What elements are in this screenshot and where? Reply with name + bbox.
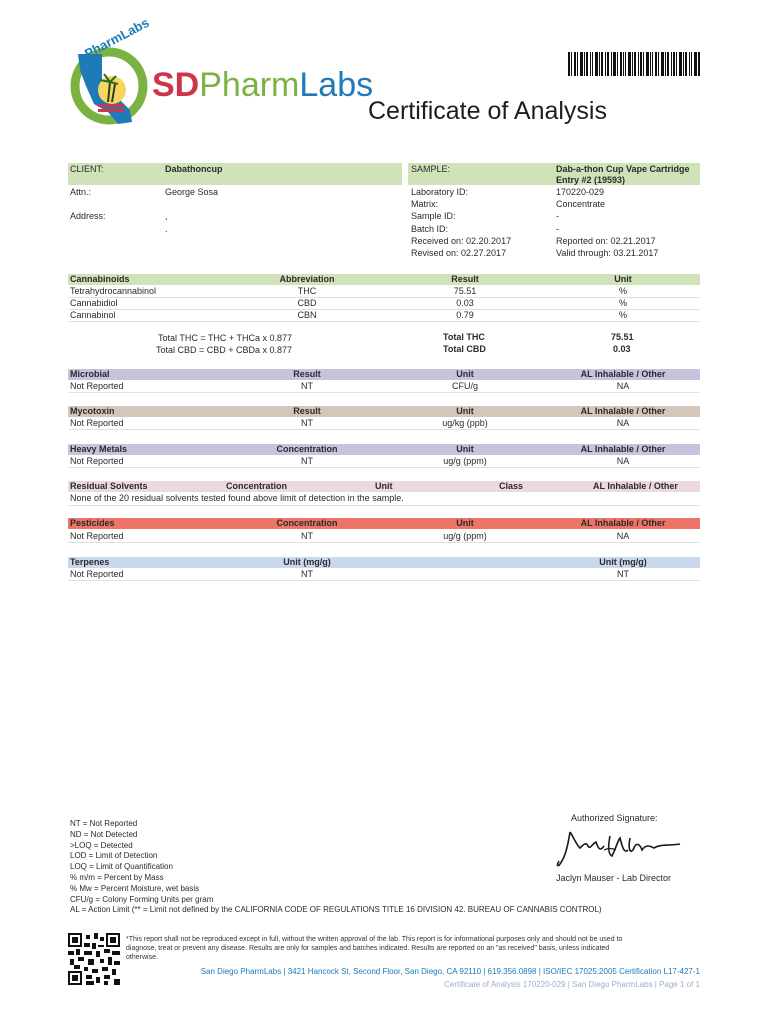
microbial-header <box>68 369 700 380</box>
cell-name: Tetrahydrocannabinol <box>70 286 157 296</box>
cell-name: Not Reported <box>70 456 124 466</box>
mycotoxin-col-al: AL Inhalable / Other <box>580 406 666 416</box>
total-cbd-value: 0.03 <box>613 344 631 354</box>
matrix-label: Matrix: <box>411 199 438 209</box>
cell-unit: ug/g (ppm) <box>443 456 487 466</box>
cell-abbr: CBN <box>297 310 317 320</box>
row-divider <box>68 505 700 506</box>
cell-conc: NT <box>301 456 313 466</box>
terpenes-col-unit-b: Unit (mg/g) <box>599 557 647 567</box>
cell-name: Not Reported <box>70 381 124 391</box>
address-line1: , <box>165 211 168 221</box>
cell-name: Not Reported <box>70 569 124 579</box>
microbial-col-result: Result <box>293 369 321 379</box>
solvents-note: None of the 20 residual solvents tested found above limit of detection in the sample. <box>70 493 404 503</box>
table-row <box>68 286 700 297</box>
client-header-bar <box>68 163 402 185</box>
table-row <box>68 310 700 321</box>
cell-unit: % <box>618 286 628 296</box>
cannabinoids-col-result: Result <box>451 274 479 284</box>
pesticides-col-al: AL Inhalable / Other <box>580 518 666 528</box>
mycotoxin-header <box>68 406 700 417</box>
heavy-metals-col-unit: Unit <box>456 444 474 454</box>
mycotoxin-col-name: Mycotoxin <box>70 406 115 416</box>
total-cbd-label: Total CBD <box>443 344 486 354</box>
cell-result: NT <box>301 381 313 391</box>
table-row <box>68 569 700 580</box>
legend-item: % Mw = Percent Moisture, wet basis <box>70 883 200 893</box>
attn-value: George Sosa <box>165 187 219 197</box>
solvents-col-unit: Unit <box>375 481 393 491</box>
legend-item: NT = Not Reported <box>70 819 138 828</box>
cell-unit: % <box>618 298 628 308</box>
microbial-col-name: Microbial <box>70 369 110 379</box>
cell-conc: NT <box>301 531 313 541</box>
row-divider <box>68 580 700 581</box>
heavy-metals-col-conc: Concentration <box>276 444 338 454</box>
cell-name: Not Reported <box>70 418 124 428</box>
terpenes-col-name: Terpenes <box>70 557 110 567</box>
total-cbd-formula: Total CBD = CBD + CBDa x 0.877 <box>156 345 293 355</box>
terpenes-col-unit-a: Unit (mg/g) <box>283 557 331 567</box>
cell-abbr: THC <box>297 286 317 296</box>
residual-solvents-header <box>68 481 700 492</box>
disclaimer <box>126 935 622 962</box>
address-line2: . <box>165 224 168 234</box>
brand-labs: Labs <box>299 66 374 104</box>
signature-label: Authorized Signature: <box>571 813 658 823</box>
signature-name: Jaclyn Mauser - Lab Director <box>556 873 672 883</box>
sample-id-label: Sample ID: <box>411 211 456 221</box>
cell-al: NA <box>616 418 630 428</box>
table-row <box>68 298 700 309</box>
heavy-metals-col-al: AL Inhalable / Other <box>580 444 666 454</box>
page-title: Certificate of Analysis <box>368 97 607 125</box>
cannabinoids-col-abbr: Abbreviation <box>279 274 335 284</box>
cell-name: Cannabinol <box>70 310 116 320</box>
qr-code <box>68 933 120 985</box>
table-row <box>68 418 700 429</box>
disclaimer-line: otherwise. <box>126 954 158 961</box>
revised-on: Revised on: 02.27.2017 <box>411 248 507 258</box>
legend-item: CFU/g = Colony Forming Units per gram <box>70 894 214 904</box>
cell-result: NT <box>301 418 313 428</box>
brand-name <box>152 66 373 104</box>
sample-value-line1: Dab-a-thon Cup Vape Cartridge <box>556 164 690 174</box>
solvents-col-class: Class <box>499 481 524 491</box>
sample-id-value: - <box>556 211 559 221</box>
cell-result: 0.79 <box>456 310 474 320</box>
mycotoxin-col-unit: Unit <box>456 406 474 416</box>
cell-unit: CFU/g <box>451 381 479 391</box>
matrix-value: Concentrate <box>556 199 606 209</box>
cell-abbr: CBD <box>297 298 317 308</box>
row-divider <box>68 392 700 393</box>
solvents-col-name: Residual Solvents <box>70 481 148 491</box>
pesticides-header <box>68 518 700 529</box>
total-thc-label: Total THC <box>443 332 485 342</box>
table-row <box>68 456 700 467</box>
row-divider <box>68 321 700 322</box>
heavy-metals-col-name: Heavy Metals <box>70 444 128 454</box>
attn-label: Attn.: <box>70 187 92 197</box>
table-row <box>68 531 700 542</box>
cannabinoids-header <box>68 274 700 285</box>
pesticides-col-name: Pesticides <box>70 518 115 528</box>
cell-unit: ug/kg (ppb) <box>442 418 488 428</box>
lab-id-label: Laboratory ID: <box>411 187 469 197</box>
pesticides-col-unit: Unit <box>456 518 474 528</box>
cell-al: NA <box>616 531 630 541</box>
brand-pharm: Pharm <box>199 66 300 104</box>
total-thc-value: 75.51 <box>611 332 634 342</box>
disclaimer-line: *This report shall not be reproduced except in full, without the written approval of the lab. This report is for informational purposes only and should not be used to <box>126 936 623 943</box>
legend-item: AL = Action Limit (** = Limit not defined by the CALIFORNIA CODE OF REGULATIONS TITLE 16 DIVISION 42. BUREAU OF CANNABIS CONTROL) <box>70 905 602 915</box>
lab-id-value: 170220-029 <box>556 187 605 197</box>
cell-unit: ug/g (ppm) <box>443 531 487 541</box>
reported-on: Reported on: 02.21.2017 <box>556 236 656 246</box>
table-row <box>68 381 700 392</box>
client-label: CLIENT: <box>70 164 104 174</box>
legend-item: LOD = Limit of Detection <box>70 851 158 861</box>
legend-item: >LOQ = Detected <box>70 840 133 850</box>
disclaimer-line: diagnose, treat or prevent any disease. Results are only for samples and batches indicated. Results are reported on an "as received" basis, unless indicated <box>126 945 610 952</box>
legend <box>70 819 602 916</box>
cell-unit: % <box>618 310 628 320</box>
cell-al: NA <box>616 456 630 466</box>
valid-through: Valid through: 03.21.2017 <box>556 248 659 258</box>
heavy-metals-header <box>68 444 700 455</box>
cannabinoids-col-unit: Unit <box>614 274 632 284</box>
microbial-col-al: AL Inhalable / Other <box>580 369 666 379</box>
sample-label: SAMPLE: <box>411 164 451 174</box>
total-thc-formula: Total THC = THC + THCa x 0.877 <box>158 333 293 343</box>
received-on: Received on: 02.20.2017 <box>411 236 512 246</box>
cell-unit-a: NT <box>301 569 313 579</box>
cell-unit-b: NT <box>617 569 629 579</box>
logo-emblem <box>68 14 152 130</box>
legend-item: LOQ = Limit of Quantification <box>70 862 173 872</box>
solvents-col-conc: Concentration <box>226 481 288 491</box>
batch-id-value: - <box>556 224 559 234</box>
logo-ring-text: PharmLabs <box>82 14 152 62</box>
cell-name: Cannabidiol <box>70 298 118 308</box>
pesticides-col-conc: Concentration <box>276 518 338 528</box>
sample-value-line2: Entry #2 (19593) <box>556 175 626 185</box>
terpenes-header <box>68 557 700 568</box>
cannabinoids-col-name: Cannabinoids <box>70 274 130 284</box>
client-value: Dabathoncup <box>165 164 223 174</box>
cell-result: 0.03 <box>456 298 474 308</box>
footer-address: San Diego PharmLabs | 3421 Hancock St, Second Floor, San Diego, CA 92110 | 619.356.0898 | ISO/IEC 17025:2005 Certification L17-427-1 <box>200 967 700 976</box>
cell-result: 75.51 <box>453 286 477 296</box>
solvents-col-al: AL Inhalable / Other <box>593 481 678 491</box>
row-divider <box>68 467 700 468</box>
legend-item: % m/m = Percent by Mass <box>70 872 164 882</box>
barcode <box>568 52 700 76</box>
cell-al: NA <box>616 381 630 391</box>
legend-item: ND = Not Detected <box>70 829 138 839</box>
footer-page: Certificate of Analysis 170220-029 | San Diego PharmLabs | Page 1 of 1 <box>444 980 700 989</box>
row-divider <box>68 542 700 543</box>
cell-name: Not Reported <box>70 531 124 541</box>
row-divider <box>68 429 700 430</box>
batch-id-label: Batch ID: <box>411 224 449 234</box>
brand-sd: SD <box>152 66 200 104</box>
address-label: Address: <box>70 211 106 221</box>
mycotoxin-col-result: Result <box>293 406 321 416</box>
microbial-col-unit: Unit <box>456 369 474 379</box>
